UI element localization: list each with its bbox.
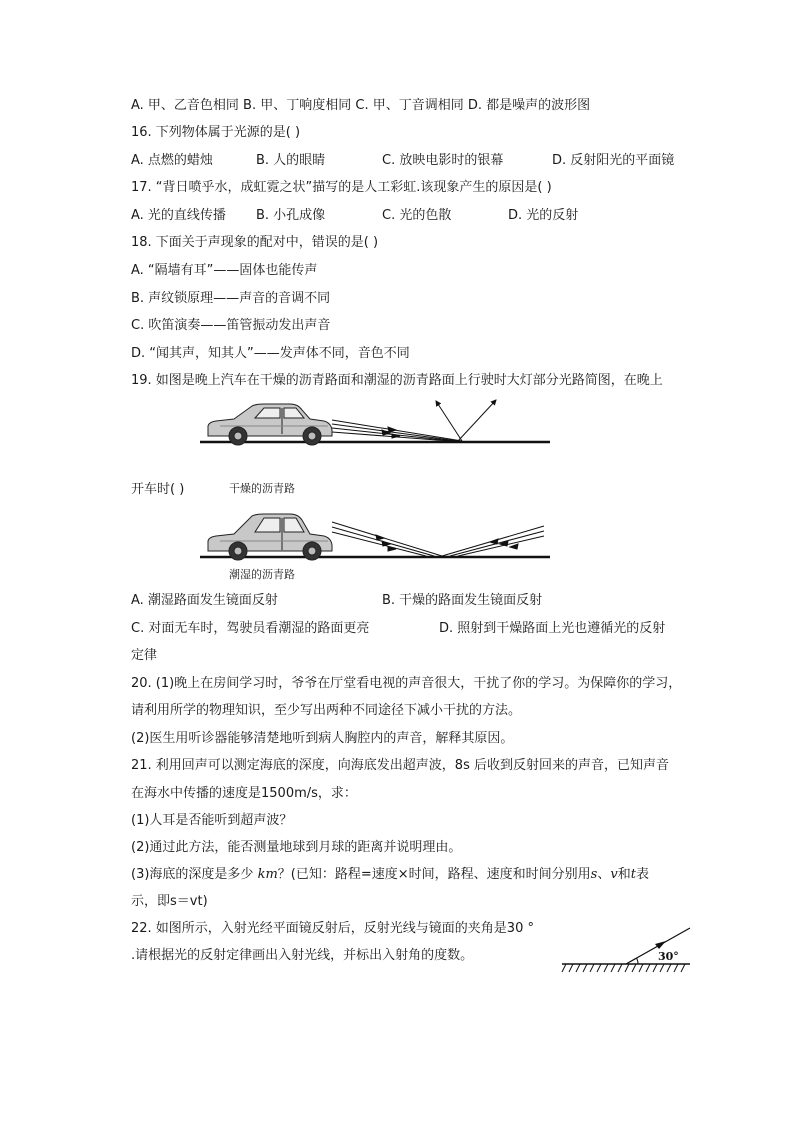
q21-line2: 在海水中传播的速度是1500m/s，求： [131,786,357,801]
mirror-hatching [562,964,685,972]
dry-road-caption: 干燥的沥青路 [229,482,295,495]
dry-road-figure [200,398,550,473]
q17-option-d: D. 光的反射 [508,208,579,223]
q18-option-b: B. 声纹锁原理——声音的音调不同 [131,291,331,306]
q21-part2: (2)通过此方法，能否测量地球到月球的距离并说明理由。 [131,840,462,855]
q19-option-b: B. 干燥的路面发生镜面反射 [382,593,543,608]
q17-option-a: A. 光的直线传播 [131,208,226,223]
angle-arc [637,958,639,964]
q16-option-d: D. 反射阳光的平面镜 [552,153,675,168]
wet-road-figure [200,506,550,562]
angle-label: 30° [658,950,679,963]
q19-option-c: C. 对面无车时，驾驶员看潮湿的路面更亮 [131,621,370,636]
q16-option-a: A. 点燃的蜡烛 [131,153,213,168]
q16-option-c: C. 放映电影时的银幕 [382,153,504,168]
car-icon [208,404,332,445]
q19-stem-cont: 开车时( ) [131,482,185,497]
q21-part1: (1)人耳是否能听到超声波？ [131,813,293,828]
q19-option-d-cont: 定律 [131,648,158,663]
q16-stem: 16. 下列物体属于光源的是( ) [131,125,301,140]
reflected-ray-arrow [655,941,666,949]
q16-option-b: B. 人的眼睛 [256,153,326,168]
q20-line3: (2)医生用听诊器能够清楚地听到病人胸腔内的声音，解释其原因。 [131,731,514,746]
q18-option-c: C. 吹笛演奏——笛管振动发出声音 [131,318,331,333]
wet-incident-rays [332,522,442,556]
q19-option-d: D. 照射到干燥路面上光也遵循光的反射 [439,621,666,636]
q17-option-b: B. 小孔成像 [256,208,326,223]
q18-option-a: A. “隔墙有耳”——固体也能传声 [131,263,318,278]
dry-reflected-rays [436,400,496,441]
wet-road-caption: 潮湿的沥青路 [229,568,295,581]
q18-option-d: D. “闻其声，知其人”——发声体不同，音色不同 [131,346,410,361]
dry-incident-rays [332,420,462,441]
q17-option-c: C. 光的色散 [382,208,452,223]
mirror-figure [562,928,692,974]
q17-stem: 17. “背日喷乎水，成虹霓之状”描写的是人工彩虹.该现象产生的原因是( ) [131,180,552,195]
q22-line2: .请根据光的反射定律画出入射光线，并标出入射角的度数。 [131,948,474,963]
q20-line2: 请利用所学的物理知识，至少写出两种不同途径下减小干扰的方法。 [131,703,522,718]
car-icon [208,514,332,560]
wet-reflected-rays [442,526,544,556]
q19-option-a: A. 潮湿路面发生镜面反射 [131,593,278,608]
q21-part3-cont: 示，即s＝vt) [131,894,208,909]
q21-part3: (3)海底的深度是多少 km？(已知：路程=速度×时间，路程、速度和时间分别用s、v和t表 [131,867,649,882]
q19-stem: 19. 如图是晚上汽车在干燥的沥青路面和潮湿的沥青路面上行驶时大灯部分光路简图，在晚上 [131,373,663,388]
q21-line1: 21. 利用回声可以测定海底的深度，向海底发出超声波，8s 后收到反射回来的声音，已知声音 [131,758,669,773]
q15-options: A. 甲、乙音色相同 B. 甲、丁响度相同 C. 甲、丁音调相同 D. 都是噪声的波形图 [131,98,591,113]
q18-stem: 18. 下面关于声现象的配对中，错误的是( ) [131,235,379,250]
q20-line1: 20. (1)晚上在房间学习时，爷爷在厅堂看电视的声音很大，干扰了你的学习。为保障你的学习， [131,676,682,691]
q22-line1: 22. 如图所示，入射光经平面镜反射后，反射光线与镜面的夹角是30 ° [131,921,534,936]
